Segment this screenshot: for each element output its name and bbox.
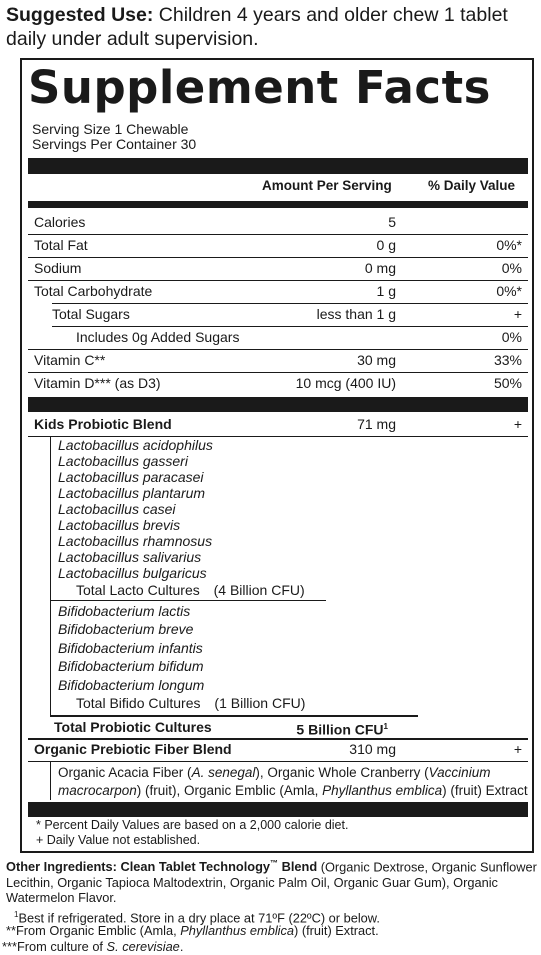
prebiotic-text: Organic Acacia Fiber ( [58,765,192,780]
supplement-facts-panel [20,58,534,853]
probiotic-blend-amount: 71 mg [357,416,396,432]
nutrient-name: Includes 0g Added Sugars [76,329,240,345]
suggested-use-text: Children 4 years and older chew 1 tablet daily under adult supervision. [6,4,508,50]
nutrient-name: Total Carbohydrate [34,283,153,299]
serving-size: Serving Size 1 Chewable [32,121,189,137]
blend-indent-line [50,761,51,800]
prebiotic-text: ) (fruit), Organic Emblic (Amla, [136,783,323,798]
nutrient-dv: 0% [501,260,522,276]
nutrient-row [28,211,528,233]
nutrient-row [28,257,528,279]
nutrient-dv: 33% [493,352,522,368]
row-divider [50,600,326,601]
prebiotic-ingredients [58,764,530,800]
footnote-text: ) (fruit) Extract. [294,923,379,938]
total-probiotic-footnote-ref: 1 [383,722,388,731]
suggested-use-label: Suggested Use: [6,4,154,26]
strain-name: Lactobacillus gasseri [58,453,188,469]
row-divider [28,761,528,762]
strain-name: Lactobacillus bulgaricus [58,565,207,581]
footnote-latin: S. cerevisiae [106,939,180,954]
probiotic-blend-name: Kids Probiotic Blend [34,416,172,432]
nutrient-dv: 0%* [496,237,522,253]
total-probiotic-amount-value: 5 Billion CFU [296,721,384,738]
other-ingredients-text: (Organic Dextrose, Organic Sunflower Lecithin, Organic Tapioca Maltodextrin, Organic Palm Oil, Organic Guar Gum), Organic Watermelon Flavor. [6,859,537,906]
total-probiotic-label: Total Probiotic Cultures [54,719,212,735]
footnote-vitamin-c [6,923,379,939]
prebiotic-latin: Phyllanthus emblica [322,783,443,798]
strain-name: Lactobacillus brevis [58,517,181,533]
total-probiotic-amount [296,716,388,741]
nutrient-amount: 1 g [376,283,396,299]
prebiotic-blend-name: Organic Prebiotic Fiber Blend [34,741,232,757]
nutrient-amount: less than 1 g [316,306,396,322]
thick-divider [28,397,528,412]
footnote-vitamin-d [2,939,183,955]
nutrient-row [28,234,528,256]
nutrient-amount: 5 [388,214,396,230]
lacto-total [76,582,305,598]
footnote-marker: 1 [14,910,19,919]
nutrient-name: Total Fat [34,237,88,253]
prebiotic-blend-dv: + [513,741,522,757]
footnote-text: . [179,939,184,954]
total-probiotic-row [28,716,528,738]
strain-name: Bifidobacterium bifidum [58,658,204,674]
suggested-use [6,3,536,51]
footnote-text: ***From culture of [2,939,107,954]
lacto-total-cfu: (4 Billion CFU) [213,582,305,598]
strain-name: Bifidobacterium longum [58,677,205,693]
nutrient-amount: 10 mcg (400 IU) [295,375,396,391]
strain-name: Lactobacillus acidophilus [58,437,213,453]
nutrient-row [28,372,528,394]
prebiotic-text: ) (fruit) Extract [442,783,528,798]
bifido-total [76,695,305,711]
strain-name: Lactobacillus rhamnosus [58,533,213,549]
lacto-total-label: Total Lacto Cultures [76,582,200,598]
nutrient-amount: 30 mg [357,352,396,368]
trademark-symbol: ™ [270,859,279,868]
medium-divider [28,201,528,208]
panel-footnotes [36,818,348,848]
strain-name: Lactobacillus paracasei [58,469,204,485]
strain-name: Lactobacillus plantarum [58,485,206,501]
nutrient-amount: 0 g [376,237,396,253]
nutrient-name: Total Sugars [52,306,130,322]
nutrient-dv: 50% [493,375,522,391]
footnote-text: Best if refrigerated. Store in a dry place at 71ºF (22ºC) or below. [18,910,380,926]
other-ingredients-label-suffix: Blend [278,859,318,875]
footnote-text: **From Organic Emblic (Amla, [6,923,181,938]
nutrient-name: Vitamin D*** (as D3) [34,375,161,391]
probiotic-blend-row [28,413,528,435]
nutrient-dv: 0%* [496,283,522,299]
nutrient-row [28,326,528,348]
other-ingredients [6,856,538,906]
strain-name: Bifidobacterium infantis [58,640,203,656]
thick-divider [28,158,528,174]
nutrient-dv: + [513,306,522,322]
percent-dv-note: * Percent Daily Values are based on a 2,000 calorie diet. [36,818,349,832]
nutrient-row [28,303,528,325]
panel-title: Supplement Facts [28,61,491,114]
prebiotic-latin: A. senegal [191,765,256,780]
prebiotic-latin: Vaccinium macrocarpon [58,765,491,798]
thick-divider [28,802,528,817]
nutrient-name: Sodium [34,260,82,276]
nutrient-name: Calories [34,214,86,230]
footnote-latin: Phyllanthus emblica [180,923,295,938]
prebiotic-blend-amount: 310 mg [349,741,396,757]
probiotic-blend-dv: + [513,416,522,432]
prebiotic-text: ), Organic Whole Cranberry ( [255,765,429,780]
column-header-amount: Amount Per Serving [262,178,392,193]
prebiotic-blend-row [28,738,528,760]
nutrient-dv: 0% [501,329,522,345]
nutrient-name: Vitamin C** [34,352,106,368]
serving-info [32,122,196,152]
nutrient-row [28,349,528,371]
nutrient-row [28,280,528,302]
blend-indent-line [50,436,51,715]
dv-not-established-note: + Daily Value not established. [36,833,201,847]
strain-name: Lactobacillus salivarius [58,549,202,565]
servings-per-container: Servings Per Container 30 [32,136,197,152]
column-header-daily-value: % Daily Value [428,178,516,193]
other-ingredients-label-text: Other Ingredients: Clean Tablet Technology [6,859,271,875]
strain-name: Lactobacillus casei [58,501,176,517]
bifido-total-cfu: (1 Billion CFU) [214,695,306,711]
nutrient-amount: 0 mg [364,260,396,276]
strain-name: Bifidobacterium lactis [58,603,191,619]
bifido-total-label: Total Bifido Cultures [76,695,201,711]
other-ingredients-label [6,859,317,874]
strain-name: Bifidobacterium breve [58,621,194,637]
